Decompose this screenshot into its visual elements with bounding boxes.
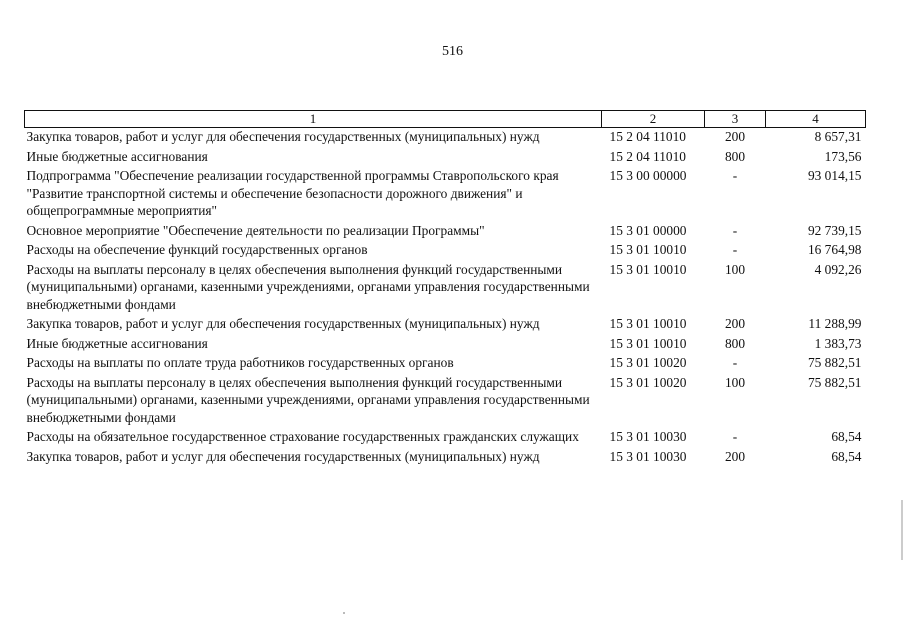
- row-amount: 68,54: [831, 429, 862, 444]
- table-row: [25, 261, 866, 316]
- row-name: Закупка товаров, работ и услуг для обеспечения государственных (муниципальных) нужд: [26, 129, 540, 144]
- table-row: [25, 241, 866, 261]
- row-code: 15 3 01 10030: [609, 429, 687, 444]
- row-amount: 68,54: [831, 448, 862, 464]
- table-row: [25, 315, 866, 335]
- table-row: [25, 222, 866, 242]
- row-name: Иные бюджетные ассигнования: [26, 335, 208, 351]
- scan-speck: [343, 612, 345, 614]
- row-expense-type: -: [732, 429, 738, 444]
- row-name: Основное мероприятие "Обеспечение деятельности по реализации Программы": [26, 222, 485, 238]
- row-name: Расходы на обязательное государственное страхование государственных гражданских служащих: [26, 429, 579, 444]
- row-amount: 75 882,51: [807, 355, 862, 370]
- row-code: 15 3 01 10020: [609, 355, 687, 370]
- table-row: [25, 374, 866, 429]
- row-amount: 8 657,31: [814, 129, 862, 144]
- header-col-3: 3: [705, 111, 766, 128]
- table-header-row: [25, 111, 866, 128]
- row-expense-type: 800: [724, 335, 746, 351]
- budget-table: [24, 110, 866, 467]
- row-expense-type: -: [732, 168, 738, 183]
- table-row: [25, 128, 866, 148]
- row-code: 15 3 00 00000: [609, 168, 687, 183]
- row-amount: 16 764,98: [807, 242, 862, 257]
- row-name: Подпрограмма "Обеспечение реализации государственной программы Ставропольского края "Развитие транспортной системы и обеспечение безопасности дорожного движения" и общепрограммные мероприятия": [26, 168, 559, 218]
- table-row: [25, 354, 866, 374]
- row-expense-type: 100: [724, 261, 746, 277]
- table-row: [25, 167, 866, 222]
- row-expense-type: 800: [724, 148, 746, 164]
- row-expense-type: -: [732, 222, 738, 238]
- row-expense-type: -: [732, 242, 738, 257]
- row-code: 15 3 01 10020: [609, 374, 687, 390]
- row-code: 15 3 01 00000: [609, 222, 687, 238]
- row-amount: 173,56: [824, 148, 862, 164]
- row-amount: 1 383,73: [814, 335, 862, 351]
- row-code: 15 3 01 10010: [609, 316, 687, 331]
- table-row: [25, 448, 866, 468]
- row-expense-type: 200: [724, 316, 746, 331]
- row-code: 15 3 01 10010: [609, 242, 687, 257]
- row-name: Иные бюджетные ассигнования: [26, 148, 208, 164]
- row-code: 15 3 01 10030: [609, 448, 687, 464]
- row-name: Расходы на выплаты персоналу в целях обеспечения выполнения функций государственными (муниципальными) органами, казенными учреждениями, органами управления государственными внебюджетными фондами: [26, 374, 590, 425]
- page-number: 516: [442, 44, 463, 59]
- row-expense-type: 200: [724, 448, 746, 464]
- header-col-2: 2: [602, 111, 705, 128]
- row-name: Расходы на выплаты персоналу в целях обеспечения выполнения функций государственными (муниципальными) органами, казенными учреждениями, органами управления государственными внебюджетными фондами: [26, 261, 590, 312]
- row-code: 15 2 04 11010: [609, 148, 686, 164]
- row-amount: 11 288,99: [808, 316, 862, 331]
- header-col-4: 4: [766, 111, 866, 128]
- row-name: Закупка товаров, работ и услуг для обеспечения государственных (муниципальных) нужд: [26, 448, 540, 464]
- row-amount: 93 014,15: [807, 168, 862, 183]
- table-row: [25, 148, 866, 168]
- scan-edge-shadow: [901, 500, 903, 560]
- row-code: 15 2 04 11010: [609, 129, 686, 144]
- row-amount: 4 092,26: [814, 261, 862, 277]
- row-code: 15 3 01 10010: [609, 335, 687, 351]
- header-col-1: 1: [25, 111, 602, 128]
- row-name: Расходы на выплаты по оплате труда работников государственных органов: [26, 355, 454, 370]
- table-row: [25, 428, 866, 448]
- table-row: [25, 335, 866, 355]
- row-amount: 75 882,51: [807, 374, 862, 390]
- row-code: 15 3 01 10010: [609, 261, 687, 277]
- row-expense-type: -: [732, 355, 738, 370]
- row-name: Расходы на обеспечение функций государственных органов: [26, 242, 368, 257]
- row-name: Закупка товаров, работ и услуг для обеспечения государственных (муниципальных) нужд: [26, 316, 540, 331]
- row-amount: 92 739,15: [807, 222, 862, 238]
- row-expense-type: 100: [724, 374, 746, 390]
- row-expense-type: 200: [724, 129, 746, 144]
